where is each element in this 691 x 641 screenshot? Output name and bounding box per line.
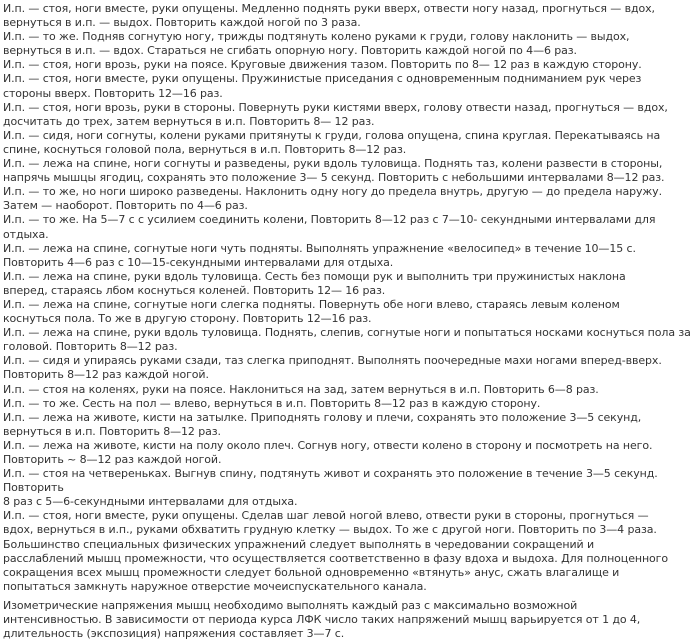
text-line: Большинство специальных физических упражнений следует выполнять в чередовании сокращений и	[3, 537, 594, 551]
text-line: интенсивностью. В зависимости от периода курса ЛФК число таких напряжений мышц варьируется от 1 до 4,	[3, 613, 641, 627]
text-line: И.п. — стоя, ноги вместе, руки опущены. Пружинистые приседания с одновременным подниманием рук через	[3, 72, 642, 86]
text-line: И.п. — стоя, ноги вместе, руки опущены. Медленно поднять руки вверх, отвести ногу назад, прогнуться — вдох,	[3, 2, 655, 15]
text-line: головой. Повторить 8—12 раз.	[3, 340, 178, 354]
text-line: расслаблений мышц промежности, что осуществляется соответственно в фазу вдоха и выдоха. Для полноценного	[3, 551, 668, 565]
text-line: вернуться в и.п. — вдох. Стараться не сгибать опорную ногу. Повторить каждой ногой по 4—6 раз.	[3, 44, 577, 58]
text-line: И.п. — лежа на спине, ноги согнуты и разведены, руки вдоль туловища. Поднять таз, колени развести в стороны,	[3, 157, 663, 171]
text-line: вперед, стараясь лбом коснуться коленей. Повторить 12— 16 раз.	[3, 283, 386, 297]
text-line: Повторить	[3, 481, 64, 495]
text-line: И.п. — лежа на животе, кисти на затылке. Приподнять голову и плечи, сохранять это положение 3—5 секунд,	[3, 410, 642, 424]
text-line: Повторить ~ 8—12 раз каждой ногой.	[3, 453, 222, 466]
text-line: И.п. — стоя, ноги врозь, руки на поясе. Круговые движения тазом. Повторить по 8— 12 раз в каждую сторону.	[3, 58, 642, 72]
exercise-list	[3, 2, 691, 594]
isometric-note	[3, 598, 641, 641]
text-line: стороны вверх. Повторить 12—16 раз.	[3, 86, 223, 100]
text-line: 8 раз с 5—6-секундными интервалами для отдыха.	[3, 495, 298, 509]
text-line: Затем — наоборот. Повторить по 4—6 раз.	[3, 199, 248, 213]
text-line: коснуться пола. То же в другую сторону. Повторить 12—16 раз.	[3, 312, 372, 326]
text-line: И.п. — то же. Подняв согнутую ногу, трижды подтянуть колено руками к груди, голову наклонить — выдох,	[3, 30, 630, 44]
text-line: спине, коснуться головой пола, вернуться в и.п. Повторить 8—12 раз.	[3, 142, 407, 156]
text-line: И.п. — сидя и упираясь руками сзади, таз слегка приподнят. Выполнять поочередные махи ногами вперед-вверх.	[3, 354, 662, 368]
text-line: И.п. — то же, но ноги широко разведены. Наклонить одну ногу до предела внутрь, другую — до предела наружу.	[3, 185, 662, 199]
text-line: досчитать до трех, затем вернуться в и.п. Повторить 8— 12 раз.	[3, 114, 375, 128]
text-line: И.п. — то же. На 5—7 с с усилием соединить колени, Повторить 8—12 раз с 7—10- секундными интервалами для	[3, 213, 656, 227]
text-line: Изометрические напряжения мышц необходимо выполнять каждый раз с максимально возможной	[3, 598, 578, 612]
text-line: И.п. — стоя на коленях, руки на поясе. Наклониться на зад, затем вернуться в и.п. Повторить 6—8 раз.	[3, 382, 599, 396]
text-line: сокращения всех мышц промежности следует больной одновременно «втянуть» анус, сжать влагалище и	[3, 565, 620, 579]
text-line: И.п. — то же. Сесть на пол — влево, вернуться в и.п. Повторить 8—12 раз в каждую сторону.	[3, 396, 541, 410]
text-line: И.п. — сидя, ноги согнуты, колени руками притянуты к груди, голова опущена, спина круглая. Перекатываясь на	[3, 128, 661, 142]
text-line: напрячь мышцы ягодиц, сохранять это положение 3— 5 секунд. Повторить с небольшими интервалами 8—12 раз.	[3, 171, 665, 185]
text-line: И.п. — лежа на животе, кисти на полу около плеч. Согнув ногу, отвести колено в сторону и посмотреть на него.	[3, 438, 653, 452]
text-line: И.п. — лежа на спине, руки вдоль туловища. Сесть без помощи рук и выполнить три пружинистых наклона	[3, 269, 626, 283]
text-line: И.п. — лежа на спине, согнутые ноги чуть подняты. Выполнять упражнение «велосипед» в течение 10—15 с.	[3, 241, 636, 255]
text-line: отдыха.	[3, 227, 49, 241]
text-line: И.п. — стоя на четвереньках. Выгнув спину, подтянуть живот и сохранять это положение в течение 3—5 секунд.	[3, 467, 658, 481]
text-line: попытаться замкнуть наружное отверстие мочеиспускательного канала.	[3, 579, 427, 593]
text-line: Повторить 8—12 раз каждой ногой.	[3, 368, 209, 382]
text-line: длительность (экспозиция) напряжения составляет 3—7 с.	[3, 627, 345, 641]
text-line: вернуться в и.п. — выдох. Повторить каждой ногой по 3 раза.	[3, 16, 361, 30]
text-line: вернуться в и.п. Повторить 8—12 раз.	[3, 424, 221, 438]
text-line: Повторить 4—6 раз с 10—15-секундными интервалами для отдыха.	[3, 255, 394, 269]
text-line: И.п. — лежа на спине, согнутые ноги слегка подняты. Повернуть обе ноги влево, стараясь левым коленом	[3, 297, 620, 311]
text-line: И.п. — стоя, ноги врозь, руки в стороны. Повернуть руки кистями вверх, голову отвести назад, прогнуться — вдох,	[3, 100, 668, 114]
text-line: И.п. — лежа на спине, руки вдоль туловища. Поднять, слепив, согнутые ноги и попытаться носками коснуться пола за	[3, 326, 691, 340]
text-line: вдох, вернуться в и.п., руками обхватить грудную клетку — выдох. То же с другой ноги. Повторить по 3—4 раза.	[3, 523, 657, 537]
text-line: И.п. — стоя, ноги вместе, руки опущены. Сделав шаг левой ногой влево, отвести руки в стороны, прогнуться —	[3, 509, 649, 523]
